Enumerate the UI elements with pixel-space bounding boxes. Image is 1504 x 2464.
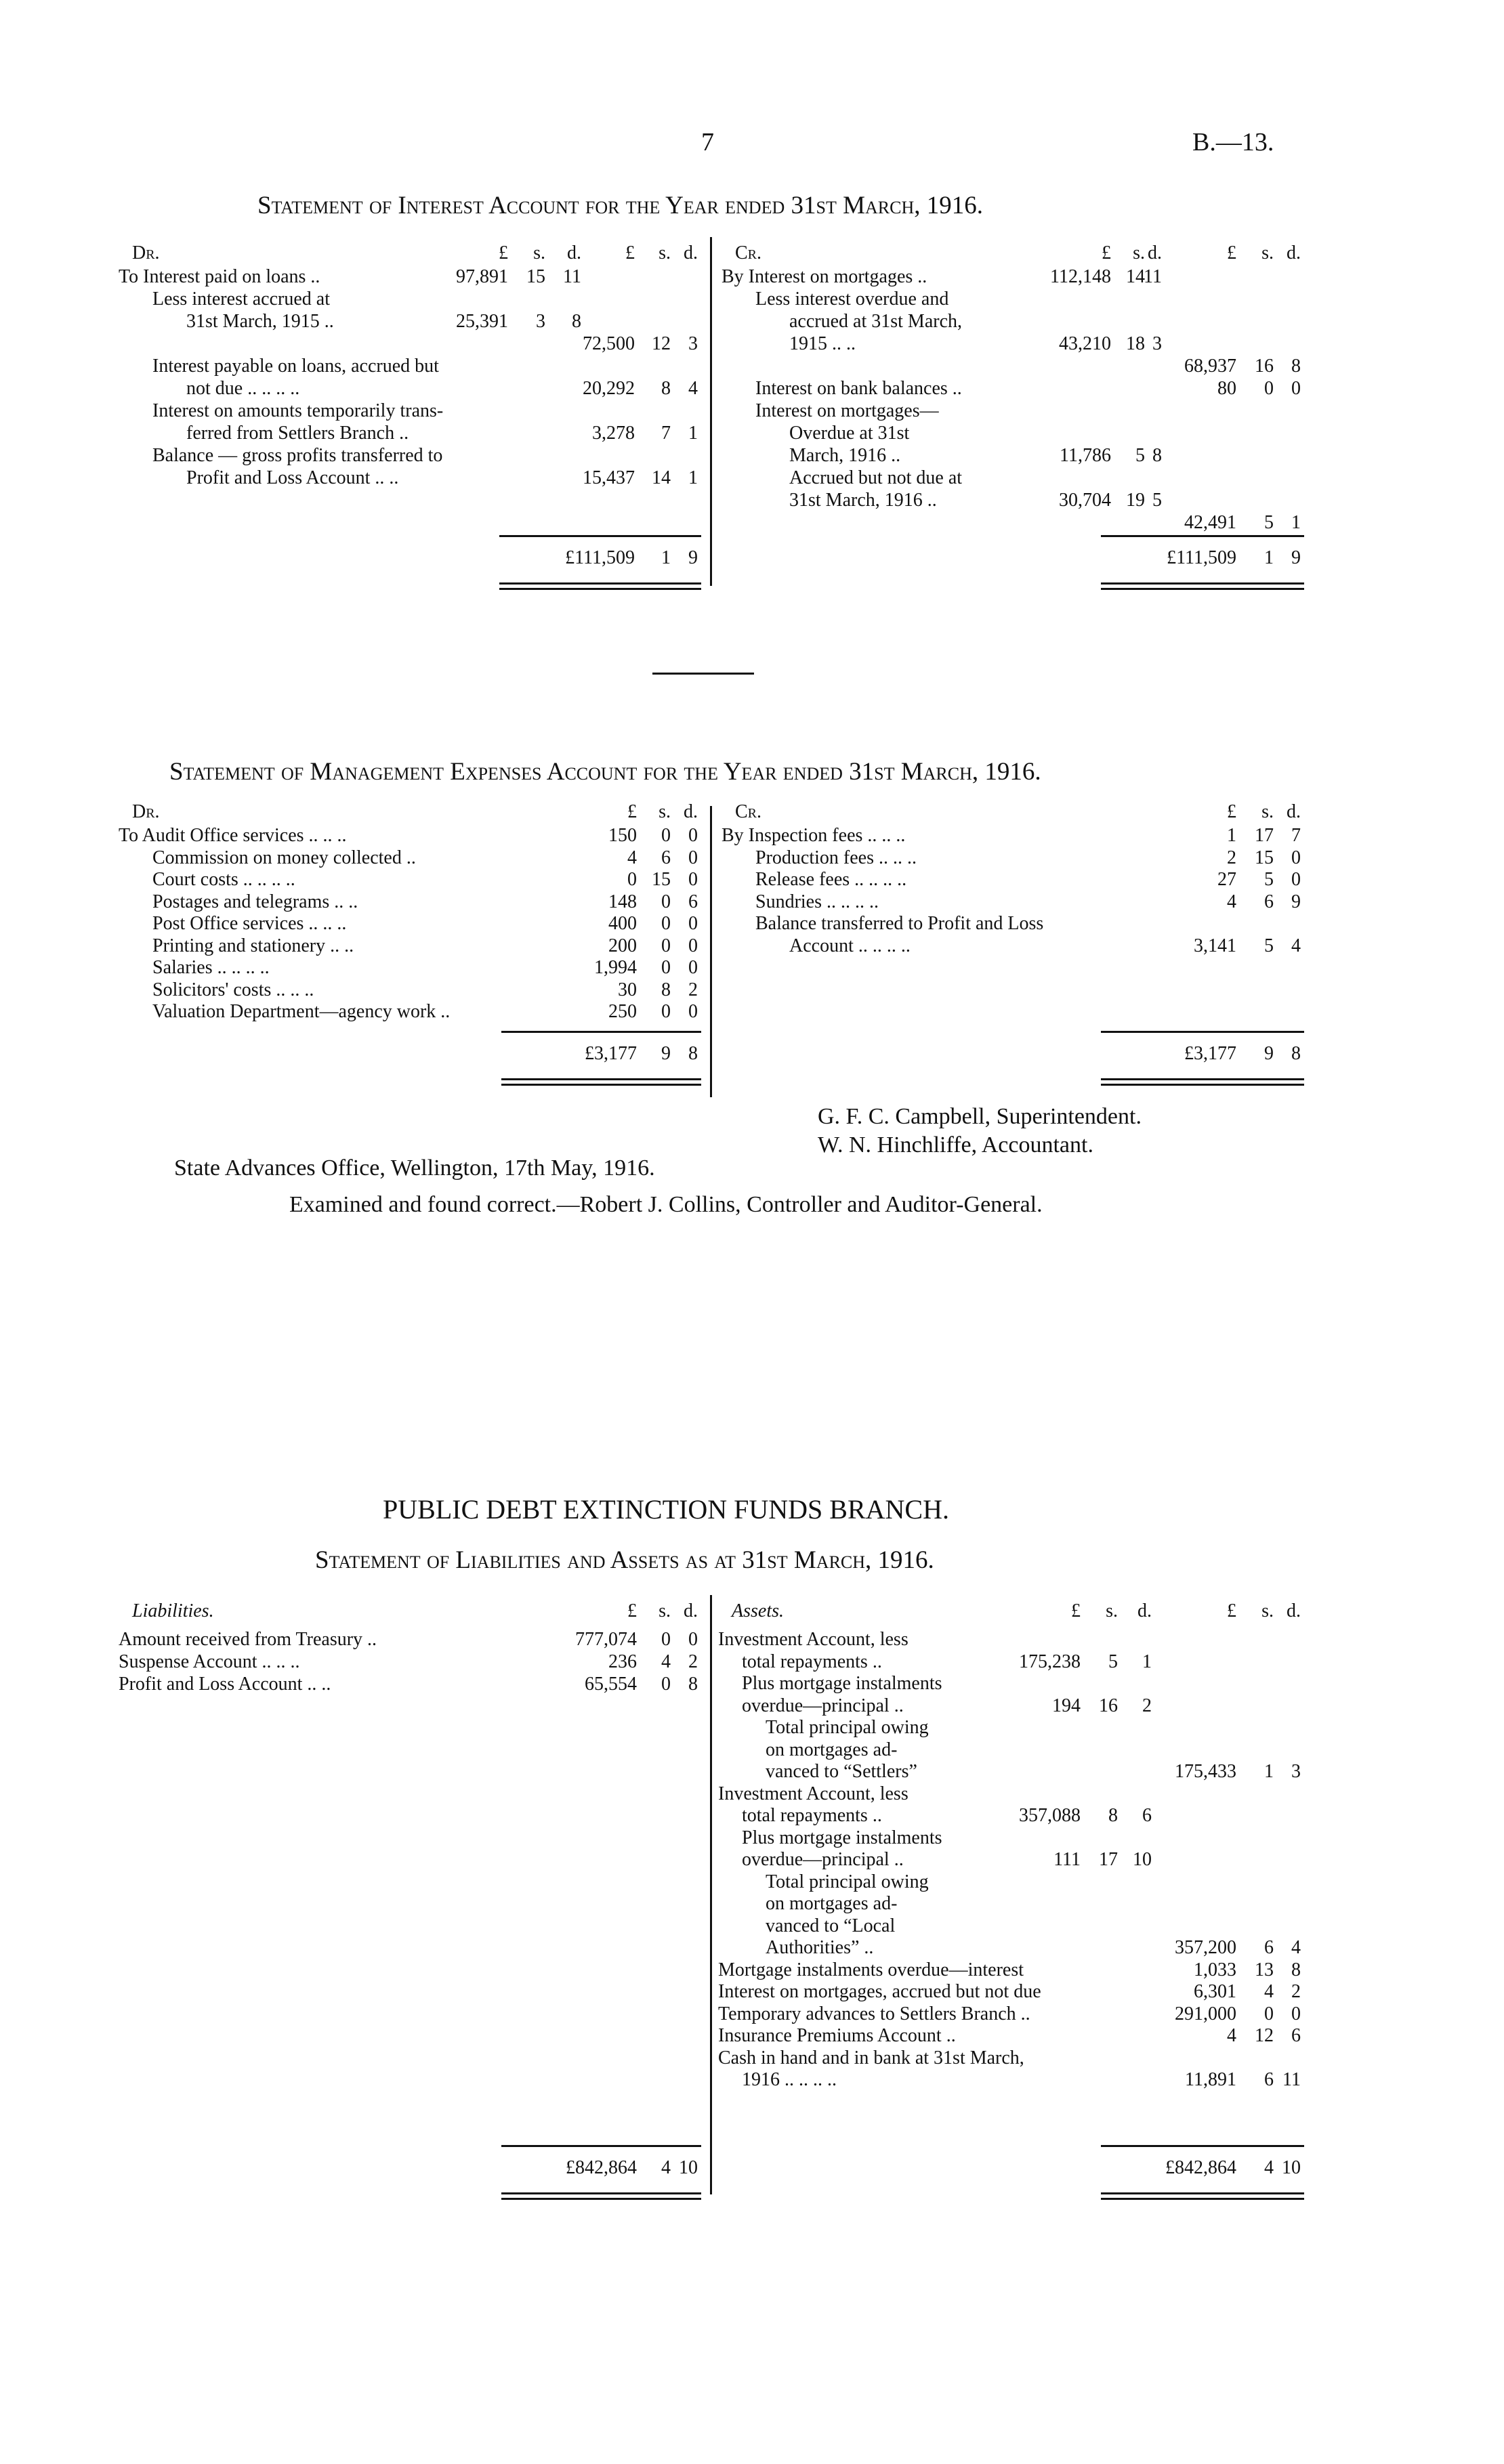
column-head-unit: d. <box>1137 1600 1152 1621</box>
interest-statement-title: Statement of Interest Account for the Year ended 31st March, 1916. <box>257 192 983 219</box>
ledger-amount: 0 <box>688 935 698 956</box>
column-head-unit: s. <box>659 801 671 822</box>
ledger-amount: 0 <box>1264 2003 1274 2024</box>
ledger-amount: 8 <box>661 378 671 399</box>
ledger-amount: 0 <box>688 1001 698 1022</box>
ledger-amount: 3,141 <box>1194 935 1236 956</box>
ledger-total: £111,509 <box>565 547 635 568</box>
ledger-amount: 0 <box>688 913 698 934</box>
ledger-line-label: Total principal owing <box>766 1717 929 1738</box>
ledger-amount: 0 <box>661 825 671 846</box>
ledger-amount: 0 <box>688 847 698 868</box>
ledger-amount: 8 <box>688 1674 698 1695</box>
ledger-amount: 5 <box>1264 512 1274 533</box>
ledger-amount: 20,292 <box>583 378 635 399</box>
total-double-rule <box>501 2192 701 2194</box>
signature-accountant: W. N. Hinchliffe, Accountant. <box>818 1132 1093 1157</box>
ledger-amount: 0 <box>661 1674 671 1695</box>
ledger-amount: 112,148 <box>1050 266 1111 287</box>
ledger-amount: 6 <box>1264 1937 1274 1958</box>
column-head-unit: £ <box>1071 1600 1081 1621</box>
examined-line: Examined and found correct.—Robert J. Collins, Controller and Auditor-General. <box>289 1192 1043 1217</box>
ledger-line-label: Cash in hand and in bank at 31st March, <box>718 2047 1024 2068</box>
liabilities-assets-title: Statement of Liabilities and Assets as at 31st March, 1916. <box>315 1546 934 1574</box>
ledger-amount: 111 <box>1053 1849 1081 1870</box>
ledger-line-label: Court costs .. .. .. .. <box>152 869 295 890</box>
ledger-line-label: total repayments .. <box>742 1651 882 1672</box>
column-head-side: Dr. <box>132 242 160 263</box>
ledger-line-label: vanced to “Local <box>766 1915 896 1936</box>
ledger-amount: 11,786 <box>1060 445 1111 466</box>
ledger-amount: 4 <box>661 1651 671 1672</box>
ledger-line-label: 1915 .. .. <box>789 333 856 354</box>
ledger-line-label: Less interest accrued at <box>152 289 330 310</box>
ledger-amount: 8 <box>1108 1805 1118 1826</box>
total-double-rule <box>1101 2198 1304 2200</box>
ledger-line-label: Temporary advances to Settlers Branch .. <box>718 2003 1030 2024</box>
ledger-amount: 8 <box>661 979 671 1000</box>
ledger-line-label: Mortgage instalments overdue—interest <box>718 1959 1024 1980</box>
ledger-amount: 250 <box>608 1001 637 1022</box>
ledger-amount: 8 <box>572 311 581 332</box>
ledger-amount: 5 <box>1108 1651 1118 1672</box>
total-double-rule <box>1101 2192 1304 2194</box>
ledger-amount: 6 <box>661 847 671 868</box>
ledger-amount: 16 <box>1099 1695 1118 1716</box>
ledger-amount: 11 <box>563 266 581 287</box>
ledger-total: £842,864 <box>1165 2157 1236 2178</box>
ledger-amount: 175,433 <box>1175 1761 1236 1782</box>
ledger-amount: 1 <box>1291 512 1301 533</box>
ledger-line-label: Authorities” .. <box>766 1937 874 1958</box>
ledger-amount: 17 <box>1255 825 1274 846</box>
ledger-amount: 6,301 <box>1194 1981 1236 2002</box>
ledger-amount: 12 <box>652 333 671 354</box>
total-rule-above <box>501 1031 701 1033</box>
ledger-total: £3,177 <box>585 1043 637 1064</box>
ledger-amount: 11,891 <box>1185 2069 1236 2090</box>
ledger-amount: 72,500 <box>583 333 635 354</box>
ledger-total: 9 <box>661 1043 671 1064</box>
ledger-line-label: Accrued but not due at <box>789 467 963 488</box>
column-head-unit: d. <box>1148 242 1162 263</box>
ledger-line-label: vanced to “Settlers” <box>766 1761 917 1782</box>
ledger-line-label: 31st March, 1915 .. <box>186 311 334 332</box>
ledger-amount: 5 <box>1135 445 1145 466</box>
ledger-amount: 12 <box>1255 2025 1274 2046</box>
column-head-unit: £ <box>499 242 508 263</box>
ledger-line-label: Insurance Premiums Account .. <box>718 2025 956 2046</box>
total-double-rule <box>501 1078 701 1080</box>
column-head-unit: £ <box>627 801 637 822</box>
page-number: 7 <box>701 128 714 156</box>
ledger-amount: 3 <box>1152 333 1162 354</box>
section-separator <box>652 673 754 675</box>
ledger-amount: 0 <box>627 869 637 890</box>
ledger-amount: 15 <box>526 266 545 287</box>
ledger-line-label: Plus mortgage instalments <box>742 1827 942 1848</box>
ledger-amount: 0 <box>688 869 698 890</box>
ledger-line-label: By Interest on mortgages .. <box>722 266 927 287</box>
ledger-line-label: not due .. .. .. .. <box>186 378 300 399</box>
ledger-amount: 148 <box>608 891 637 912</box>
ledger-amount: 1 <box>1142 1651 1152 1672</box>
ledger-amount: 0 <box>661 957 671 978</box>
ledger-amount: 4 <box>1227 891 1236 912</box>
ledger-total: £111,509 <box>1167 547 1236 568</box>
ledger-amount: 9 <box>1291 891 1301 912</box>
column-head-unit: d. <box>684 242 698 263</box>
ledger-amount: 14 <box>652 467 671 488</box>
column-head-side: Assets. <box>732 1600 784 1621</box>
ledger-line-label: Printing and stationery .. .. <box>152 935 354 956</box>
column-head-unit: s. <box>659 242 671 263</box>
ledger-amount: 0 <box>661 1001 671 1022</box>
ledger-amount: 97,891 <box>456 266 508 287</box>
ledger-amount: 15 <box>652 869 671 890</box>
ledger-amount: 0 <box>661 935 671 956</box>
ledger-amount: 4 <box>1291 1937 1301 1958</box>
ledger-amount: 65,554 <box>585 1674 637 1695</box>
total-double-rule <box>1101 1078 1304 1080</box>
ledger-line-label: March, 1916 .. <box>789 445 901 466</box>
column-head-unit: s. <box>659 1600 671 1621</box>
ledger-line-label: Interest payable on loans, accrued but <box>152 356 439 377</box>
ledger-line-label: Interest on amounts temporarily trans- <box>152 400 444 421</box>
ledger-amount: 30 <box>618 979 637 1000</box>
ledger-amount: 6 <box>688 891 698 912</box>
ledger-total: 9 <box>1291 547 1301 568</box>
ledger-amount: 7 <box>1291 825 1301 846</box>
ledger-amount: 175,238 <box>1019 1651 1081 1672</box>
ledger-line-label: 1916 .. .. .. .. <box>742 2069 837 2090</box>
ledger-line-label: on mortgages ad- <box>766 1893 898 1914</box>
office-date-line: State Advances Office, Wellington, 17th May, 1916. <box>174 1155 655 1181</box>
ledger-amount: 4 <box>627 847 637 868</box>
column-head-unit: s. <box>1261 801 1274 822</box>
ledger-amount: 1,033 <box>1194 1959 1236 1980</box>
ledger-amount: 11 <box>1144 266 1162 287</box>
column-head-unit: s. <box>533 242 545 263</box>
total-rule-above <box>499 535 701 537</box>
ledger-total: 9 <box>688 547 698 568</box>
ledger-amount: 5 <box>1264 869 1274 890</box>
ledger-line-label: ferred from Settlers Branch .. <box>186 423 409 444</box>
total-double-rule <box>501 1084 701 1086</box>
ledger-amount: 4 <box>1227 2025 1236 2046</box>
ledger-line-label: To Audit Office services .. .. .. <box>119 825 347 846</box>
ledger-amount: 3 <box>688 333 698 354</box>
ledger-amount: 200 <box>608 935 637 956</box>
column-head-side: Liabilities. <box>132 1600 214 1621</box>
management-statement-title: Statement of Management Expenses Account for the Year ended 31st March, 1916. <box>169 758 1041 786</box>
ledger-amount: 7 <box>661 423 671 444</box>
column-head-unit: £ <box>1227 1600 1236 1621</box>
document-reference: B.—13. <box>1192 128 1274 156</box>
ledger-line-label: Suspense Account .. .. .. <box>119 1651 300 1672</box>
ledger-line-label: Production fees .. .. .. <box>755 847 917 868</box>
ledger-line-label: Solicitors' costs .. .. .. <box>152 979 314 1000</box>
column-head-unit: d. <box>1287 1600 1301 1621</box>
total-rule-above <box>1101 2145 1304 2147</box>
column-head-unit: s. <box>1261 1600 1274 1621</box>
ledger-amount: 25,391 <box>456 311 508 332</box>
ledger-total: 4 <box>1264 2157 1274 2178</box>
ledger-line-label: Release fees .. .. .. .. <box>755 869 907 890</box>
total-double-rule <box>501 2198 701 2200</box>
ledger-amount: 5 <box>1152 490 1162 511</box>
ledger-amount: 43,210 <box>1059 333 1111 354</box>
ledger-amount: 17 <box>1099 1849 1118 1870</box>
ledger-amount: 11 <box>1282 2069 1301 2090</box>
ledger-line-label: Investment Account, less <box>718 1783 908 1804</box>
ledger-amount: 6 <box>1264 2069 1274 2090</box>
ledger-amount: 0 <box>1291 378 1301 399</box>
ledger-amount: 3,278 <box>592 423 635 444</box>
ledger-amount: 1 <box>688 467 698 488</box>
ledger-line-label: Amount received from Treasury .. <box>119 1629 377 1650</box>
ledger-amount: 194 <box>1052 1695 1081 1716</box>
ledger-line-label: on mortgages ad- <box>766 1739 898 1760</box>
ledger-line-label: Balance — gross profits transferred to <box>152 445 443 466</box>
ledger-amount: 400 <box>608 913 637 934</box>
ledger-line-label: overdue—principal .. <box>742 1849 904 1870</box>
ledger-total: 1 <box>1264 547 1274 568</box>
column-head-side: Cr. <box>735 801 762 822</box>
ledger-amount: 777,074 <box>575 1629 637 1650</box>
ledger-line-label: 31st March, 1916 .. <box>789 490 937 511</box>
ledger-amount: 0 <box>1264 378 1274 399</box>
ledger-amount: 68,937 <box>1184 356 1236 377</box>
ledger-line-label: Plus mortgage instalments <box>742 1673 942 1694</box>
ledger-line-label: Total principal owing <box>766 1871 929 1892</box>
ledger-amount: 357,200 <box>1175 1937 1236 1958</box>
ledger-line-label: Investment Account, less <box>718 1629 908 1650</box>
ledger-amount: 0 <box>661 913 671 934</box>
total-double-rule <box>1101 582 1304 585</box>
total-rule-above <box>501 2145 701 2147</box>
ledger-amount: 291,000 <box>1175 2003 1236 2024</box>
column-head-unit: d. <box>1287 801 1301 822</box>
ledger-line-label: overdue—principal .. <box>742 1695 904 1716</box>
ledger-amount: 8 <box>1291 1959 1301 1980</box>
ledger-amount: 0 <box>688 825 698 846</box>
ledger-amount: 1 <box>1227 825 1236 846</box>
column-head-unit: d. <box>567 242 581 263</box>
ledger-amount: 236 <box>608 1651 637 1672</box>
ledger-amount: 13 <box>1255 1959 1274 1980</box>
ledger-amount: 3 <box>536 311 545 332</box>
ledger-amount: 2 <box>1227 847 1236 868</box>
ledger-amount: 8 <box>1291 356 1301 377</box>
ledger-amount: 3 <box>1291 1761 1301 1782</box>
ledger-amount: 0 <box>1291 2003 1301 2024</box>
ledger-amount: 1 <box>688 423 698 444</box>
ledger-line-label: Interest on mortgages— <box>755 400 939 421</box>
total-rule-above <box>1101 1031 1304 1033</box>
ledger-line-label: Profit and Loss Account .. .. <box>119 1674 331 1695</box>
ledger-line-label: Postages and telegrams .. .. <box>152 891 358 912</box>
ledger-amount: 0 <box>1291 847 1301 868</box>
ledger-amount: 2 <box>688 1651 698 1672</box>
signature-superintendent: G. F. C. Campbell, Superintendent. <box>818 1104 1142 1129</box>
ledger-amount: 5 <box>1264 935 1274 956</box>
ledger-line-label: Account .. .. .. .. <box>789 935 911 956</box>
ledger-amount: 15 <box>1255 847 1274 868</box>
ledger-amount: 0 <box>688 1629 698 1650</box>
column-head-unit: d. <box>684 801 698 822</box>
ledger-line-label: total repayments .. <box>742 1805 882 1826</box>
ledger-amount: 357,088 <box>1019 1805 1081 1826</box>
column-head-unit: d. <box>1287 242 1301 263</box>
ledger-amount: 27 <box>1217 869 1236 890</box>
ledger-amount: 42,491 <box>1184 512 1236 533</box>
ledger-line-label: Commission on money collected .. <box>152 847 416 868</box>
ledger-amount: 1,994 <box>594 957 637 978</box>
ledger-amount: 6 <box>1264 891 1274 912</box>
ledger-total: 10 <box>1282 2157 1301 2178</box>
ledger-amount: 18 <box>1126 333 1145 354</box>
ledger-line-label: Valuation Department—agency work .. <box>152 1001 451 1022</box>
management-divider <box>710 806 712 1097</box>
ledger-total: 4 <box>661 2157 671 2178</box>
ledger-amount: 4 <box>1264 1981 1274 2002</box>
ledger-amount: 10 <box>1133 1849 1152 1870</box>
ledger-amount: 80 <box>1217 378 1236 399</box>
ledger-amount: 2 <box>1291 1981 1301 2002</box>
ledger-amount: 6 <box>1291 2025 1301 2046</box>
ledger-amount: 0 <box>688 957 698 978</box>
ledger-line-label: Less interest overdue and <box>755 289 949 310</box>
ledger-line-label: Salaries .. .. .. .. <box>152 957 270 978</box>
column-head-unit: £ <box>1227 242 1236 263</box>
ledger-total: £842,864 <box>566 2157 637 2178</box>
ledger-line-label: Balance transferred to Profit and Loss <box>755 913 1044 934</box>
ledger-total: 8 <box>1291 1043 1301 1064</box>
ledger-amount: 16 <box>1255 356 1274 377</box>
total-double-rule <box>499 588 701 590</box>
liabilities-assets-divider <box>710 1595 712 2194</box>
ledger-amount: 30,704 <box>1059 490 1111 511</box>
total-rule-above <box>1101 535 1304 537</box>
ledger-total: £3,177 <box>1184 1043 1236 1064</box>
ledger-total: 9 <box>1264 1043 1274 1064</box>
ledger-line-label: Interest on mortgages, accrued but not due <box>718 1981 1041 2002</box>
column-head-side: Cr. <box>735 242 762 263</box>
ledger-line-label: Post Office services .. .. .. <box>152 913 347 934</box>
column-head-unit: s. <box>1133 242 1145 263</box>
ledger-total: 10 <box>679 2157 698 2178</box>
ledger-amount: 2 <box>688 979 698 1000</box>
total-double-rule <box>499 582 701 585</box>
column-head-unit: £ <box>1102 242 1111 263</box>
ledger-line-label: To Interest paid on loans .. <box>119 266 320 287</box>
ledger-amount: 0 <box>661 1629 671 1650</box>
ledger-amount: 6 <box>1142 1805 1152 1826</box>
total-double-rule <box>1101 588 1304 590</box>
ledger-line-label: accrued at 31st March, <box>789 311 962 332</box>
ledger-total: 1 <box>661 547 671 568</box>
ledger-line-label: By Inspection fees .. .. .. <box>722 825 906 846</box>
ledger-amount: 4 <box>688 378 698 399</box>
ledger-amount: 1 <box>1264 1761 1274 1782</box>
ledger-amount: 14 <box>1126 266 1145 287</box>
ledger-amount: 0 <box>1291 869 1301 890</box>
ledger-line-label: Profit and Loss Account .. .. <box>186 467 399 488</box>
interest-divider <box>710 237 712 586</box>
ledger-amount: 8 <box>1152 445 1162 466</box>
column-head-side: Dr. <box>132 801 160 822</box>
branch-heading: PUBLIC DEBT EXTINCTION FUNDS BRANCH. <box>383 1494 949 1525</box>
ledger-amount: 15,437 <box>583 467 635 488</box>
column-head-unit: £ <box>625 242 635 263</box>
ledger-line-label: Interest on bank balances .. <box>755 378 962 399</box>
column-head-unit: s. <box>1106 1600 1118 1621</box>
column-head-unit: £ <box>1227 801 1236 822</box>
ledger-amount: 2 <box>1142 1695 1152 1716</box>
column-head-unit: d. <box>684 1600 698 1621</box>
ledger-line-label: Sundries .. .. .. .. <box>755 891 879 912</box>
ledger-amount: 150 <box>608 825 637 846</box>
ledger-amount: 0 <box>661 891 671 912</box>
column-head-unit: £ <box>627 1600 637 1621</box>
ledger-amount: 4 <box>1291 935 1301 956</box>
column-head-unit: s. <box>1261 242 1274 263</box>
ledger-amount: 19 <box>1126 490 1145 511</box>
ledger-total: 8 <box>688 1043 698 1064</box>
total-double-rule <box>1101 1084 1304 1086</box>
ledger-line-label: Overdue at 31st <box>789 423 910 444</box>
